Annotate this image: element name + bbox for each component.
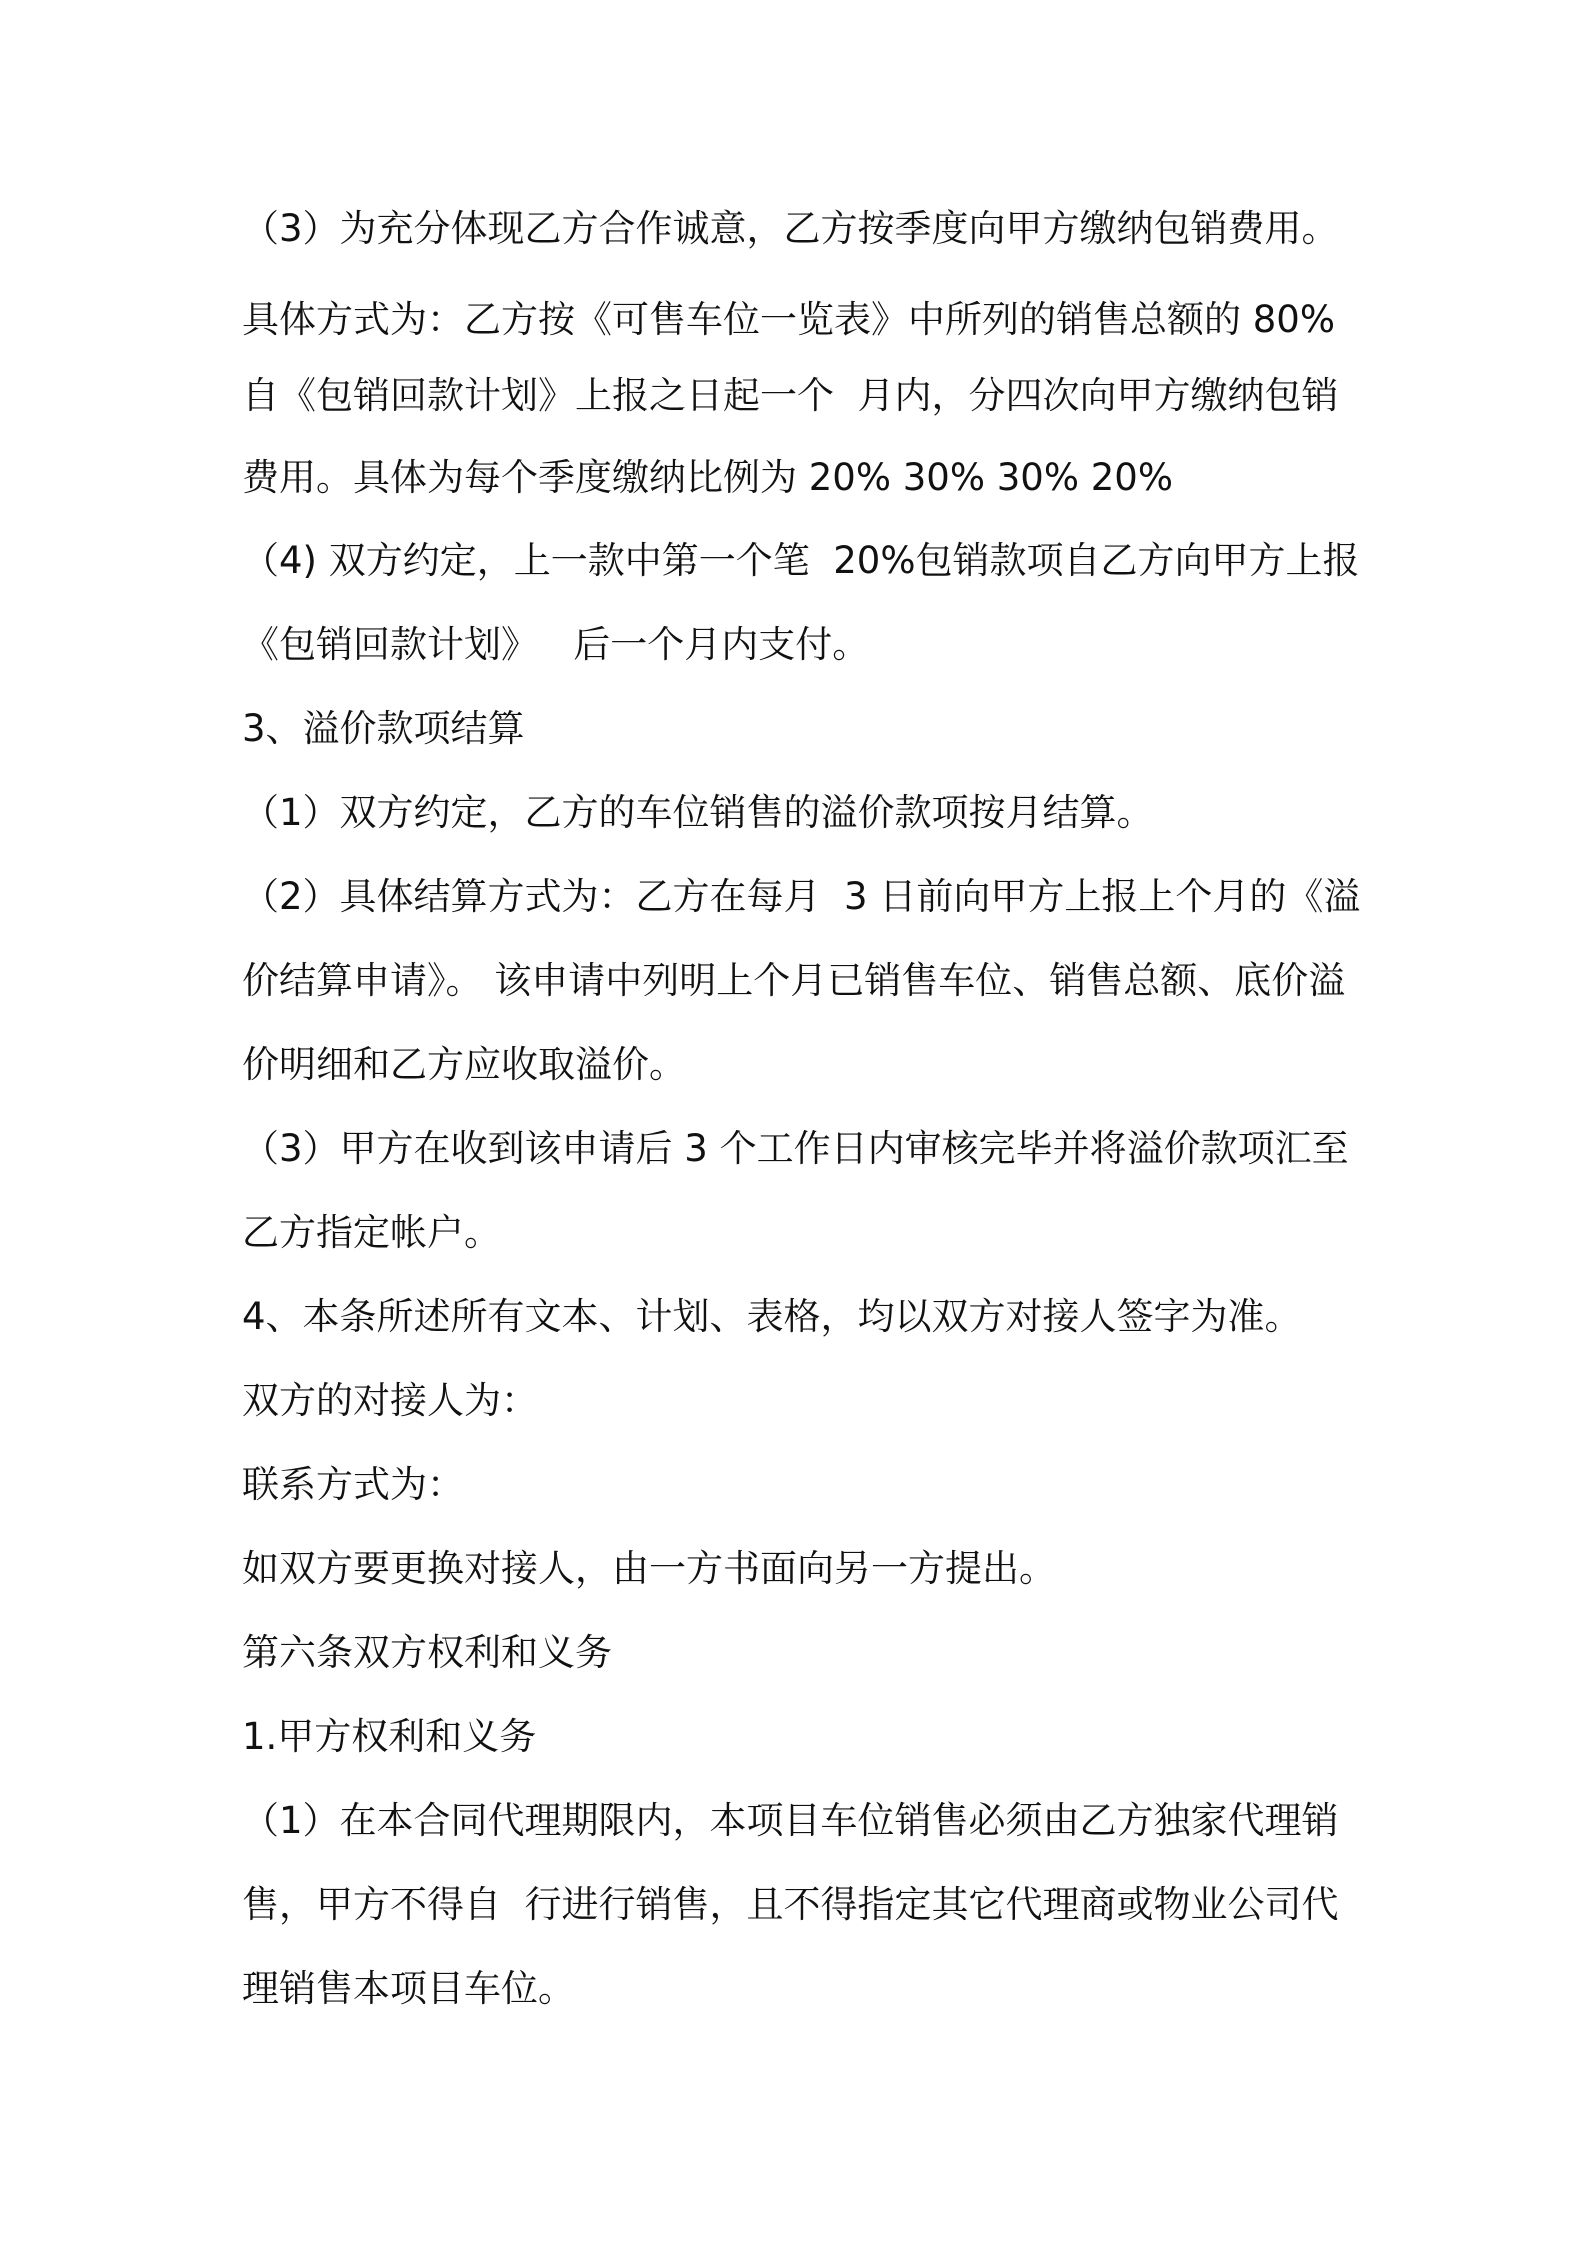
section-heading: 3、溢价款项结算: [242, 707, 525, 750]
paragraph-line: （3）甲方在收到该申请后 3 个工作日内审核完毕并将溢价款项汇至: [242, 1127, 1349, 1170]
paragraph-line: 联系方式为：: [242, 1463, 464, 1506]
section-heading: 1.甲方权利和义务: [242, 1715, 537, 1758]
paragraph-line: 价结算申请》。 该申请中列明上个月已销售车位、销售总额、底价溢: [242, 959, 1346, 1002]
paragraph-line: （1）在本合同代理期限内，本项目车位销售必须由乙方独家代理销: [242, 1799, 1339, 1842]
paragraph-line: （4) 双方约定，上一款中第一个笔 20%包销款项自乙方向甲方上报: [242, 539, 1360, 582]
paragraph-line: 价明细和乙方应收取溢价。: [242, 1043, 686, 1086]
paragraph-line: （1）双方约定，乙方的车位销售的溢价款项按月结算。: [242, 791, 1154, 834]
paragraph-line: 理销售本项目车位。: [242, 1967, 575, 2010]
paragraph-line: 具体方式为：乙方按《可售车位一览表》中所列的销售总额的 80%: [242, 298, 1335, 341]
paragraph-line: 如双方要更换对接人，由一方书面向另一方提出。: [242, 1547, 1056, 1590]
paragraph-line: 自《包销回款计划》上报之日起一个 月内，分四次向甲方缴纳包销: [242, 374, 1339, 417]
paragraph-line: 4、本条所述所有文本、计划、表格，均以双方对接人签字为准。: [242, 1295, 1302, 1338]
section-heading: 第六条双方权利和义务: [242, 1631, 612, 1674]
paragraph-line: （2）具体结算方式为：乙方在每月 3 日前向甲方上报上个月的《溢: [242, 875, 1361, 918]
paragraph-line: 双方的对接人为：: [242, 1379, 538, 1422]
paragraph-line: （3）为充分体现乙方合作诚意，乙方按季度向甲方缴纳包销费用。: [242, 207, 1339, 250]
paragraph-line: 费用。具体为每个季度缴纳比例为 20% 30% 30% 20%: [242, 456, 1173, 499]
paragraph-line: 《包销回款计划》 后一个月内支付。: [242, 623, 870, 666]
paragraph-line: 售，甲方不得自 行进行销售，且不得指定其它代理商或物业公司代: [242, 1883, 1339, 1926]
paragraph-line: 乙方指定帐户。: [242, 1211, 501, 1254]
